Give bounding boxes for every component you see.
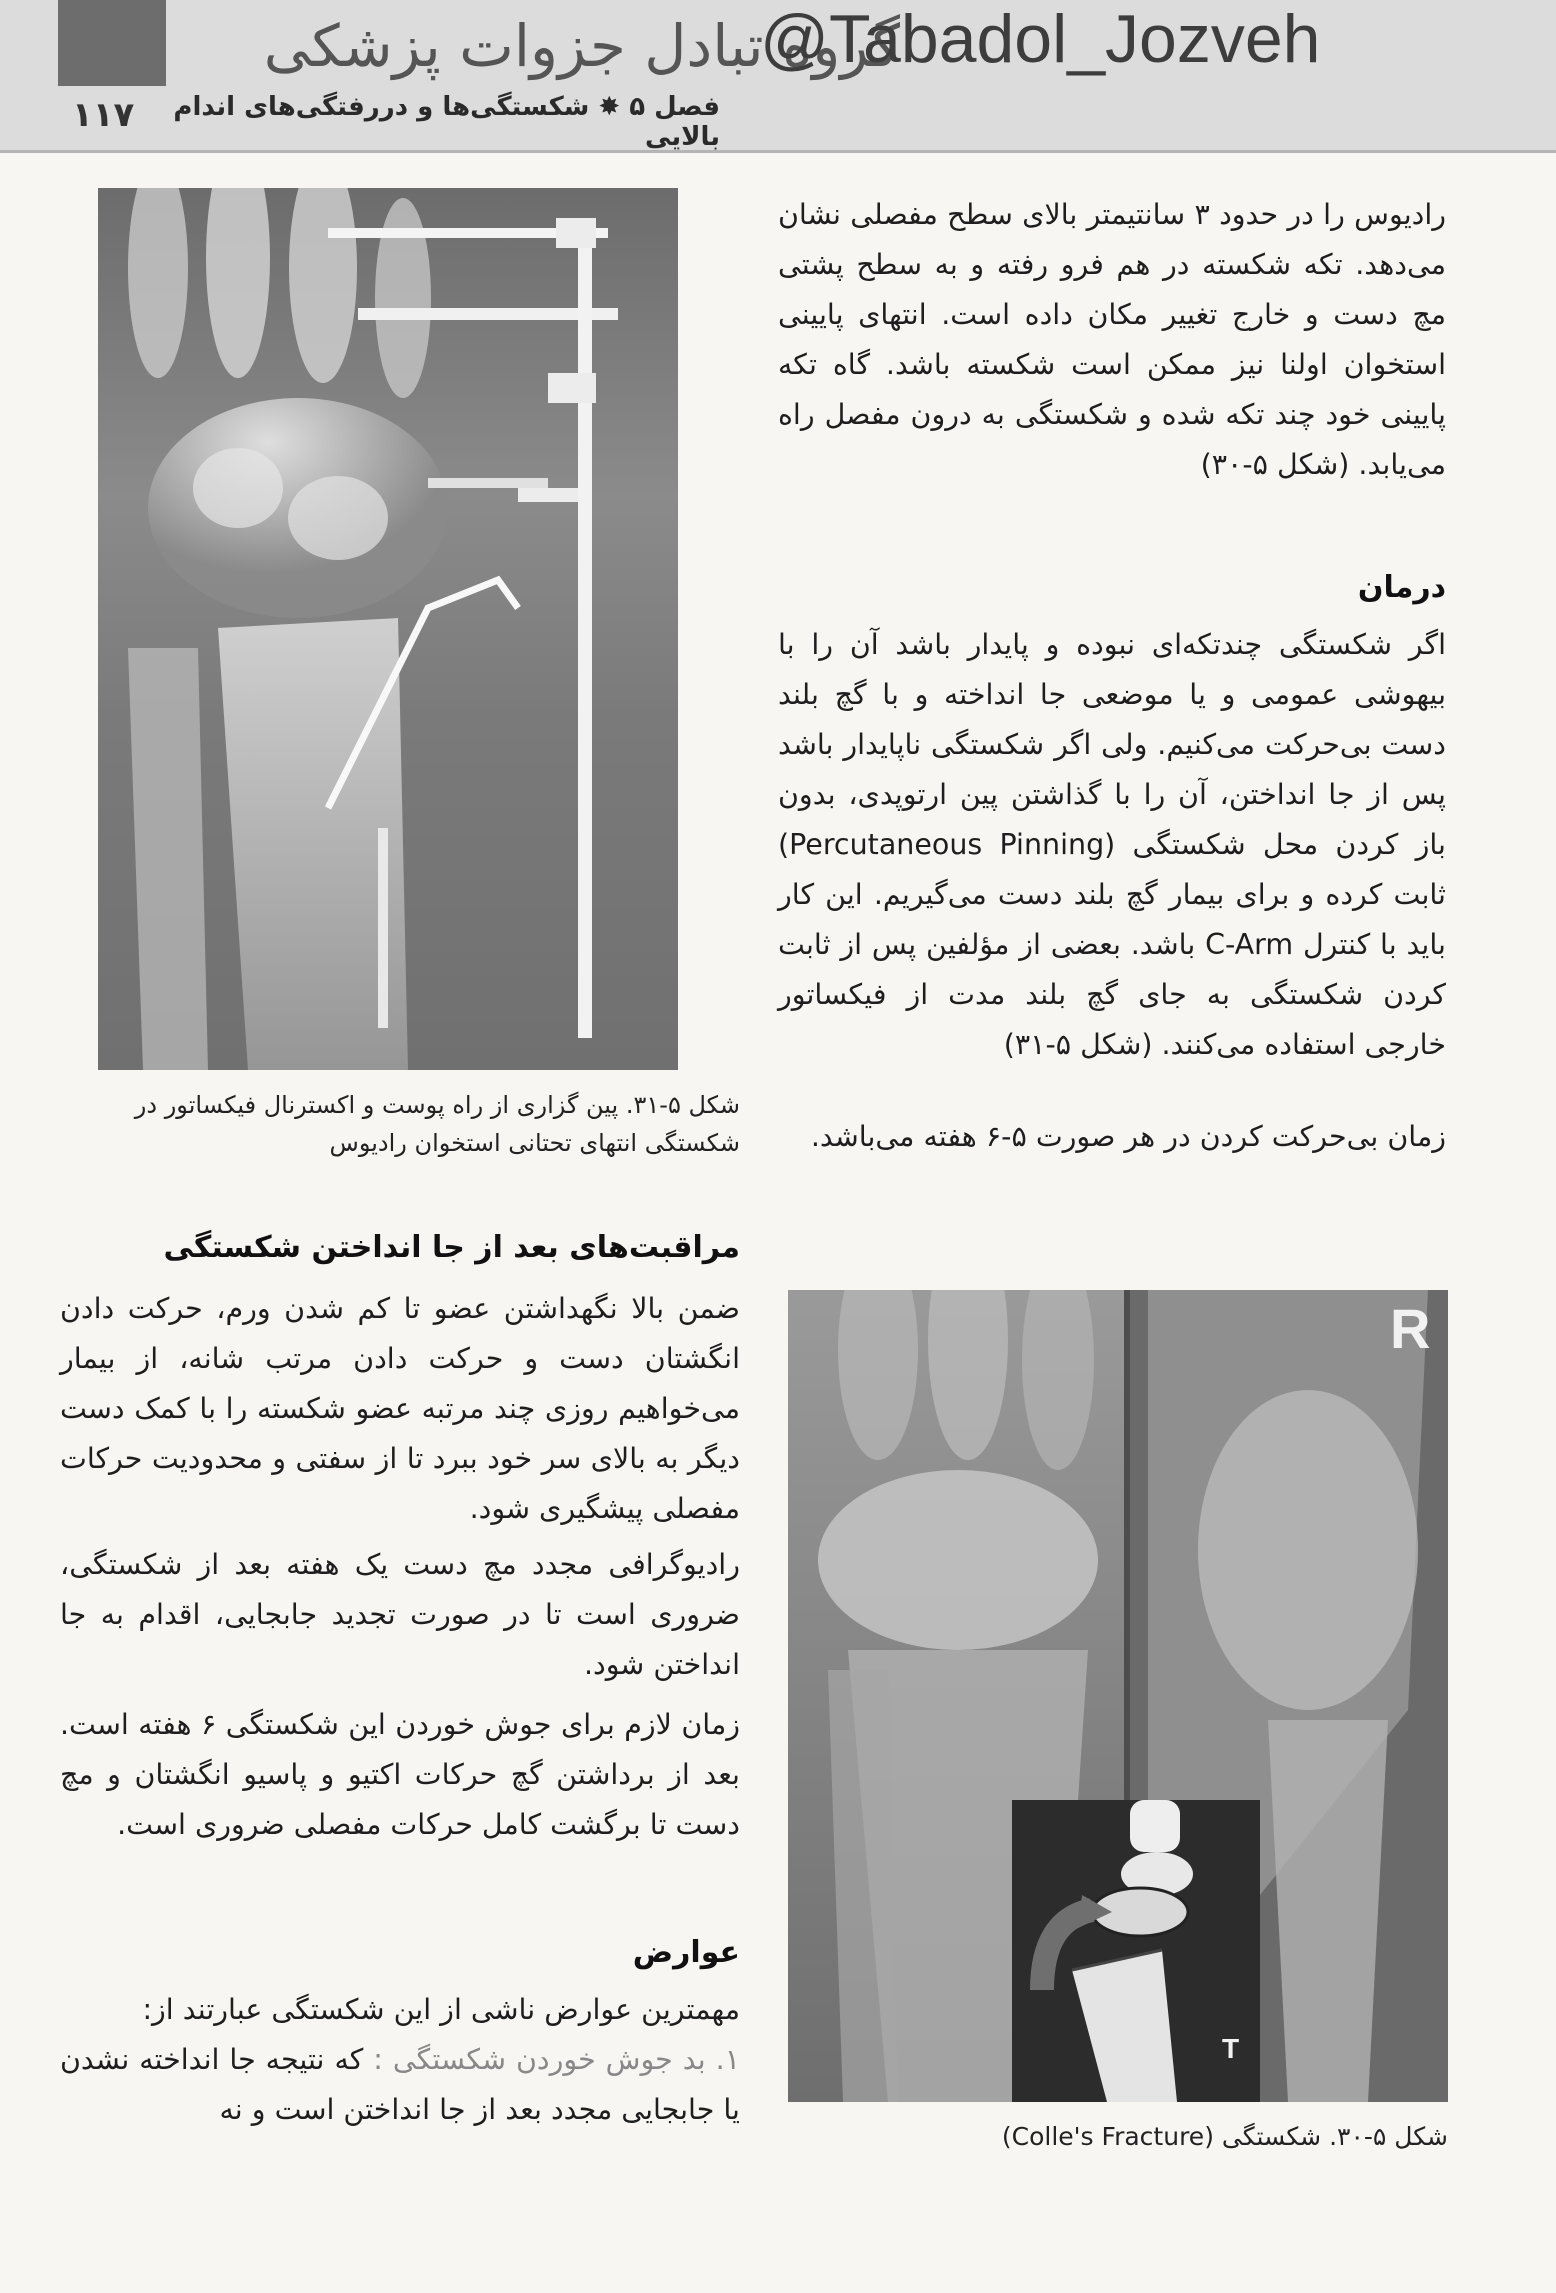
figure-30-inset-drawing: [1012, 1800, 1260, 2102]
complications-heading: عوارض: [632, 1935, 740, 1970]
immobilization-paragraph: زمان بی‌حرکت کردن در هر صورت ۵-۶ هفته می‌باشد.: [810, 1120, 1446, 1153]
treatment-heading: درمان: [1357, 570, 1446, 605]
complication-1: [60, 2035, 740, 2135]
group-name-watermark: گروه تبادل جزوات پزشکی: [263, 12, 900, 80]
complications-intro: مهمترین عوارض ناشی از این شکستگی عبارتند از:: [142, 1993, 740, 2026]
intro-paragraph: رادیوس را در حدود ۳ سانتیمتر بالای سطح مفصلی نشان می‌دهد. تکه شکسته در هم فرو رفته و به سطح پشتی مچ دست و خارج تغییر مکان داده است. انتهای پایینی استخوان اولنا نیز ممکن است شکسته باشد. گاه تکه پایینی خود چند تکه شده و شکستگی به درون مفصل راه می‌یابد. (شکل ۵-۳۰): [778, 198, 1446, 481]
aftercare-paragraph-1: ضمن بالا نگهداشتن عضو تا کم شدن ورم، حرکت دادن انگشتان دست و حرکت دادن مرتب شانه، از بیمار می‌خواهیم روزی چند مرتبه عضو شکسته را با کمک دست دیگر به بالای سر خود ببرد تا از سفتی و محدودیت حرکات مفصلی پیشگیری شود.: [60, 1292, 740, 1525]
aftercare-paragraph-2: رادیوگرافی مجدد مچ دست یک هفته بعد از شکستگی، ضروری است تا در صورت تجدید جابجایی، اقدام به جا انداختن شود.: [60, 1548, 740, 1681]
figure-31-xray-drawing: [98, 188, 678, 1070]
figure-30-inset-marker: T: [1222, 2033, 1240, 2064]
figure-30-side-marker: R: [1390, 1297, 1431, 1360]
aftercare-heading: مراقبت‌های بعد از جا انداختن شکستگی: [163, 1230, 740, 1265]
chapter-title: فصل ۵ ✸ شکستگی‌ها و دررفتگی‌های اندام بالایی: [173, 92, 720, 152]
figure-31-xray-image: [98, 188, 678, 1070]
aftercare-paragraph-3: زمان لازم برای جوش خوردن این شکستگی ۶ هفته است. بعد از برداشتن گچ حرکات اکتیو و پاسیو انگشتان و مچ دست تا برگشت کامل حرکات مفصلی ضروری است.: [60, 1708, 740, 1841]
treatment-paragraph: اگر شکستگی چندتکه‌ای نبوده و پایدار باشد آن را با بیهوشی عمومی و یا موضعی جا انداخته و با گچ بلند دست بی‌حرکت می‌کنیم. ولی اگر شکستگی ناپایدار باشد پس از جا انداختن، آن را با گذاشتن پین ارتوپدی، بدون باز کردن محل شکستگی (Percutaneous Pinning) ثابت کرده و برای بیمار گچ بلند دست می‌گیریم. این کار باید با کنترل C-Arm باشد. بعضی از مؤلفین پس از ثابت کردن شکستگی به جای گچ بلند مدت از فیکساتور خارجی استفاده می‌کنند. (شکل ۵-۳۱): [778, 628, 1446, 1061]
figure-30-inset-illustration: [1012, 1800, 1260, 2102]
page-number: ۱۱۷: [72, 95, 135, 135]
figure-31-caption: شکل ۵-۳۱. پین گزاری از راه پوست و اکسترنال فیکساتور در شکستگی انتهای تحتانی استخوان رادیوس: [134, 1091, 740, 1157]
complication-1-marker: ۱. بد جوش خوردن شکستگی :: [373, 2043, 741, 2076]
channel-handle-watermark: @Tabadol_Jozveh: [760, 1, 1321, 77]
page-header: [0, 0, 1556, 153]
figure-30-caption: شکل ۵-۳۰. شکستگی (Colle's Fracture): [1001, 2122, 1448, 2151]
complication-1-text: که نتیجه جا انداخته نشدن یا جابجایی مجدد بعد از جا انداختن است و نه: [60, 2043, 740, 2126]
header-corner-block: [58, 0, 166, 86]
